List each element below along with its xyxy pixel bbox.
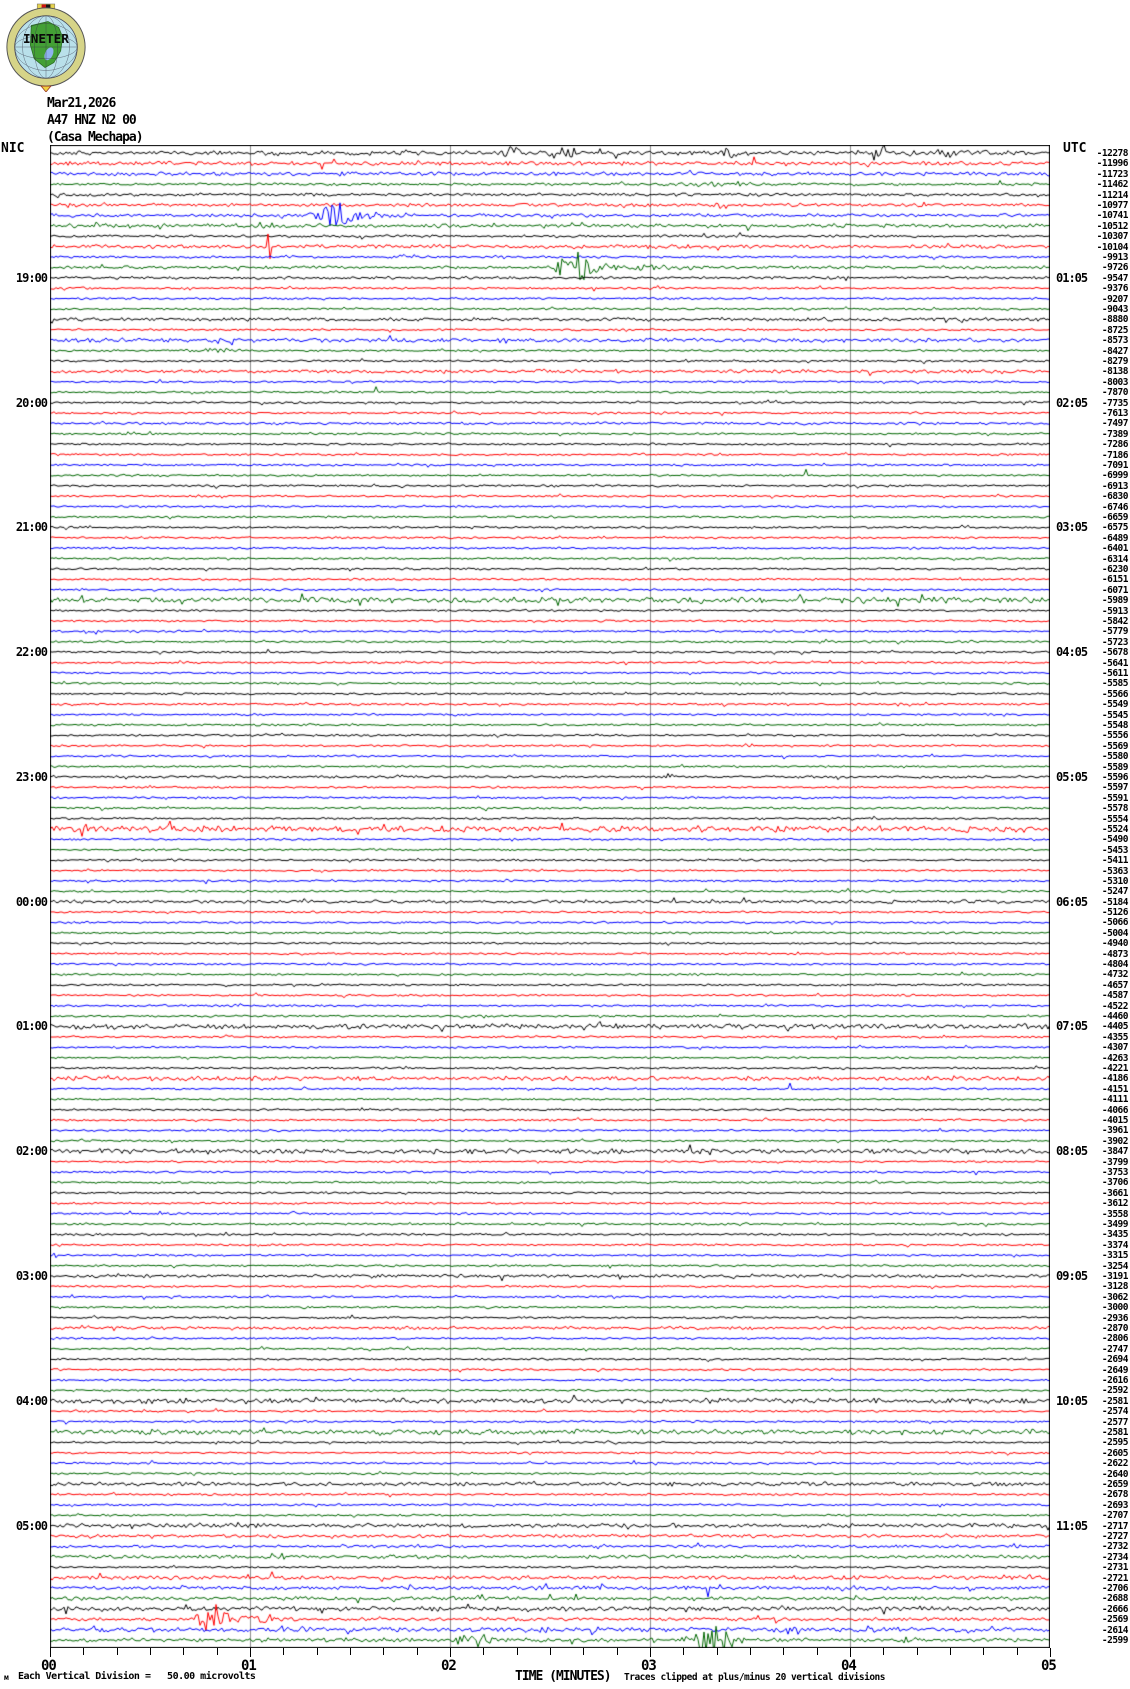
header-station-name: (Casa Mechapa): [47, 130, 143, 145]
trace-value-label: -5989: [1101, 595, 1128, 607]
x-axis-minor-tick: [683, 1648, 684, 1655]
right-hour-label: 04:05: [1056, 645, 1088, 660]
trace-value-label: -2678: [1101, 1489, 1128, 1501]
trace-value-label: -4657: [1101, 979, 1128, 991]
right-hour-label: 11:05: [1056, 1518, 1088, 1533]
trace-value-label: -2727: [1101, 1531, 1128, 1542]
trace-value-label: -9376: [1101, 283, 1128, 295]
right-hour-label: 07:05: [1056, 1019, 1088, 1034]
trace-value-label: -3315: [1101, 1250, 1128, 1262]
x-axis-minor-tick: [217, 1648, 218, 1655]
trace-value-label: -2694: [1101, 1354, 1128, 1366]
trace-value-label: -2731: [1101, 1562, 1128, 1574]
trace-value-label: -3558: [1101, 1208, 1128, 1220]
left-hour-label: 22:00: [15, 645, 47, 660]
trace-value-label: -10307: [1096, 231, 1128, 243]
trace-value-label: -3612: [1101, 1198, 1128, 1210]
x-axis-major-tick: [850, 1648, 851, 1657]
trace-value-label: -4186: [1101, 1073, 1128, 1085]
trace-value-label: -2707: [1101, 1510, 1128, 1522]
x-axis-minor-tick: [583, 1648, 584, 1655]
trace-value-label: -7735: [1101, 397, 1128, 409]
right-hour-label: 09:05: [1056, 1269, 1088, 1284]
trace-value-label: -6489: [1101, 532, 1128, 544]
trace-value-label: -11214: [1096, 189, 1128, 201]
right-hour-label: 02:05: [1056, 395, 1088, 410]
trace-value-label: -8003: [1101, 376, 1128, 388]
trace-value-label: -4066: [1101, 1104, 1128, 1116]
trace-value-label: -3254: [1101, 1260, 1128, 1272]
trace-value-label: -6746: [1101, 501, 1128, 513]
trace-value-label: -3847: [1101, 1146, 1128, 1158]
x-axis-major-tick: [250, 1648, 251, 1657]
trace-value-label: -2666: [1101, 1603, 1128, 1615]
trace-value-label: -5066: [1101, 917, 1128, 929]
trace-value-label: -2649: [1101, 1364, 1128, 1376]
trace-value-label: -9913: [1101, 251, 1128, 263]
x-axis-minor-tick: [617, 1648, 618, 1655]
right-hour-label: 05:05: [1056, 769, 1088, 784]
trace-value-label: -2870: [1101, 1323, 1128, 1335]
x-axis-minor-tick: [183, 1648, 184, 1655]
trace-value-label: -6830: [1101, 491, 1128, 503]
x-axis-minor-tick: [317, 1648, 318, 1655]
trace-value-label: -3000: [1101, 1302, 1128, 1314]
trace-value-label: -4522: [1101, 1000, 1128, 1012]
trace-value-label: -3661: [1101, 1187, 1128, 1199]
trace-value-label: -5611: [1101, 667, 1128, 679]
x-axis-minor-tick: [917, 1648, 918, 1655]
x-axis-label: 02: [441, 1658, 456, 1674]
trace-value-label: -3374: [1101, 1239, 1128, 1251]
trace-value-label: -11723: [1096, 168, 1128, 180]
x-axis-minor-tick: [383, 1648, 384, 1655]
trace-value-label: -4307: [1101, 1042, 1128, 1054]
trace-value-label: -5310: [1101, 875, 1128, 887]
left-hour-label: 01:00: [15, 1019, 47, 1034]
trace-value-label: -11462: [1096, 179, 1128, 191]
trace-value-label: -7091: [1101, 459, 1128, 471]
x-axis-minor-tick: [483, 1648, 484, 1655]
trace-value-label: -7497: [1101, 418, 1128, 430]
left-hour-label: 04:00: [15, 1393, 47, 1408]
right-axis-label: UTC: [1063, 141, 1087, 156]
trace-value-label: -5597: [1101, 782, 1128, 794]
x-axis-minor-tick: [117, 1648, 118, 1655]
trace-value-label: -2706: [1101, 1583, 1128, 1594]
trace-value-label: -10512: [1096, 220, 1128, 232]
trace-value-label: -3128: [1101, 1281, 1128, 1293]
trace-value-label: -4405: [1101, 1021, 1128, 1033]
right-hour-label: 08:05: [1056, 1144, 1088, 1159]
trace-value-label: -4587: [1101, 990, 1128, 1002]
trace-value-label: -3499: [1101, 1219, 1128, 1231]
trace-value-label: -2605: [1101, 1447, 1128, 1459]
trace-value-label: -3062: [1101, 1291, 1128, 1303]
trace-value-label: -2622: [1101, 1458, 1128, 1470]
trace-value-label: -3753: [1101, 1167, 1128, 1179]
trace-value-label: -7389: [1101, 428, 1128, 440]
trace-value-label: -5548: [1101, 719, 1128, 731]
trace-value-label: -7613: [1101, 407, 1128, 419]
trace-value-label: -5578: [1101, 803, 1128, 815]
trace-value-label: -6071: [1101, 584, 1128, 596]
left-hour-label: 03:00: [15, 1269, 47, 1284]
trace-value-label: -4015: [1101, 1115, 1128, 1127]
trace-value-label: -6999: [1101, 470, 1128, 482]
left-hour-label: 20:00: [15, 395, 47, 410]
x-axis-minor-tick: [517, 1648, 518, 1655]
x-axis-label: 01: [241, 1658, 256, 1674]
trace-value-label: -5556: [1101, 730, 1128, 742]
trace-value-label: -9726: [1101, 262, 1128, 274]
trace-value-label: -3435: [1101, 1229, 1128, 1241]
trace-value-label: -2614: [1101, 1624, 1128, 1636]
x-axis-minor-tick: [83, 1648, 84, 1655]
trace-value-label: -2581: [1101, 1395, 1128, 1407]
ineter-logo: [2, 2, 90, 92]
x-axis-label: 04: [841, 1658, 856, 1674]
trace-value-label: -5247: [1101, 886, 1128, 898]
trace-value-label: -6659: [1101, 511, 1128, 523]
trace-value-label: -2693: [1101, 1499, 1128, 1511]
right-hour-label: 06:05: [1056, 894, 1088, 909]
trace-value-label: -4460: [1101, 1011, 1128, 1023]
x-axis-minor-tick: [417, 1648, 418, 1655]
trace-value-label: -2592: [1101, 1385, 1128, 1397]
x-axis-minor-tick: [783, 1648, 784, 1655]
trace-value-label: -5363: [1101, 865, 1128, 877]
trace-value-label: -5589: [1101, 761, 1128, 773]
trace-value-label: -4355: [1101, 1031, 1128, 1043]
x-axis-minor-tick: [817, 1648, 818, 1655]
left-hour-label: 05:00: [15, 1518, 47, 1533]
trace-value-label: -10741: [1096, 210, 1128, 222]
trace-value-label: -6230: [1101, 563, 1128, 575]
trace-value-label: -4732: [1101, 969, 1128, 981]
trace-value-label: -7870: [1101, 387, 1128, 399]
left-hour-label: 19:00: [15, 270, 47, 285]
trace-value-label: -6575: [1101, 522, 1128, 534]
trace-value-label: -2581: [1101, 1427, 1128, 1439]
trace-value-label: -8279: [1101, 355, 1128, 367]
x-axis-label: 00: [41, 1658, 56, 1674]
trace-value-label: -5566: [1101, 688, 1128, 700]
helicorder-trace-plot: [50, 145, 1050, 1648]
x-axis-major-tick: [1050, 1648, 1051, 1657]
trace-value-label: -4221: [1101, 1063, 1128, 1075]
trace-value-label: -6151: [1101, 574, 1128, 586]
trace-value-label: -11996: [1096, 158, 1128, 170]
x-axis-minor-tick: [883, 1648, 884, 1655]
left-axis-label: NIC: [1, 141, 25, 156]
trace-value-label: -8138: [1101, 366, 1128, 378]
trace-value-label: -2734: [1101, 1551, 1128, 1563]
trace-value-label: -2806: [1101, 1333, 1128, 1345]
left-hour-label: 23:00: [15, 769, 47, 784]
trace-value-label: -5126: [1101, 907, 1128, 919]
footer-corner-glyph: м: [4, 1673, 9, 1682]
trace-value-label: -2936: [1101, 1312, 1128, 1324]
trace-value-label: -2595: [1101, 1437, 1128, 1449]
header-date: Mar21,2026: [47, 96, 116, 111]
footer-scale-note: Each Vertical Division = 50.00 microvolts: [18, 1671, 256, 1682]
x-axis-minor-tick: [750, 1648, 751, 1655]
trace-value-label: -4873: [1101, 948, 1128, 960]
trace-value-label: -7286: [1101, 439, 1128, 451]
trace-value-label: -4804: [1101, 959, 1128, 971]
trace-value-label: -5184: [1101, 896, 1128, 908]
x-axis-label: 05: [1041, 1658, 1056, 1674]
x-axis-minor-tick: [150, 1648, 151, 1655]
trace-value-label: -10104: [1096, 241, 1128, 253]
left-hour-label: 21:00: [15, 520, 47, 535]
trace-value-label: -5490: [1101, 834, 1128, 846]
trace-value-label: -5545: [1101, 709, 1128, 721]
x-axis-minor-tick: [983, 1648, 984, 1655]
trace-value-label: -2717: [1101, 1520, 1128, 1532]
trace-value-label: -3902: [1101, 1135, 1128, 1147]
trace-value-label: -2732: [1101, 1541, 1128, 1553]
trace-value-label: -3191: [1101, 1271, 1128, 1283]
right-hour-label: 03:05: [1056, 520, 1088, 535]
x-axis-major-tick: [650, 1648, 651, 1657]
trace-value-label: -2688: [1101, 1593, 1128, 1605]
trace-value-label: -2569: [1101, 1614, 1128, 1626]
x-axis-minor-tick: [717, 1648, 718, 1655]
trace-value-label: -3706: [1101, 1177, 1128, 1189]
x-axis-minor-tick: [550, 1648, 551, 1655]
trace-value-label: -2574: [1101, 1406, 1128, 1418]
trace-value-label: -5723: [1101, 636, 1128, 648]
trace-value-label: -6913: [1101, 480, 1128, 492]
trace-value-label: -6314: [1101, 553, 1128, 565]
trace-value-label: -5580: [1101, 751, 1128, 763]
trace-value-label: -2599: [1101, 1635, 1128, 1646]
trace-value-label: -6401: [1101, 543, 1128, 555]
logo-pointer: [41, 86, 51, 92]
trace-value-label: -8880: [1101, 314, 1128, 326]
x-axis-major-tick: [450, 1648, 451, 1657]
trace-value-label: -5678: [1101, 647, 1128, 659]
trace-value-label: -4111: [1101, 1094, 1128, 1106]
trace-value-label: -5411: [1101, 855, 1128, 867]
trace-value-label: -4263: [1101, 1052, 1128, 1064]
trace-value-label: -5585: [1101, 678, 1128, 690]
trace-value-label: -2616: [1101, 1375, 1128, 1387]
trace-value-label: -5641: [1101, 657, 1128, 669]
trace-value-label: -3961: [1101, 1125, 1128, 1137]
trace-value-label: -5779: [1101, 626, 1128, 638]
trace-value-label: -2577: [1101, 1416, 1128, 1428]
trace-value-label: -7186: [1101, 449, 1128, 461]
trace-value-label: -5569: [1101, 740, 1128, 752]
trace-value-label: -5596: [1101, 771, 1128, 783]
left-hour-label: 00:00: [15, 894, 47, 909]
x-axis-title: TIME (MINUTES): [515, 1669, 611, 1684]
trace-value-label: -5591: [1101, 792, 1128, 804]
x-axis-minor-tick: [283, 1648, 284, 1655]
left-hour-label: 02:00: [15, 1144, 47, 1159]
x-axis-minor-tick: [950, 1648, 951, 1655]
trace-value-label: -4940: [1101, 938, 1128, 950]
trace-value-label: -9207: [1101, 293, 1128, 305]
right-hour-label: 01:05: [1056, 270, 1088, 285]
trace-value-label: -9043: [1101, 303, 1128, 315]
trace-value-label: -8573: [1101, 335, 1128, 347]
trace-value-label: -2721: [1101, 1572, 1128, 1584]
trace-value-label: -5453: [1101, 844, 1128, 856]
x-axis-label: 03: [641, 1658, 656, 1674]
right-hour-label: 10:05: [1056, 1393, 1088, 1408]
trace-value-label: -5842: [1101, 615, 1128, 627]
trace-value-label: -5524: [1101, 823, 1128, 835]
x-axis-major-tick: [50, 1648, 51, 1657]
trace-value-label: -8725: [1101, 324, 1128, 336]
x-axis-minor-tick: [350, 1648, 351, 1655]
trace-value-label: -8427: [1101, 345, 1128, 357]
trace-value-label: -3799: [1101, 1156, 1128, 1168]
trace-value-label: -9547: [1101, 272, 1128, 284]
trace-value-label: -2747: [1101, 1343, 1128, 1355]
footer-clip-note: Traces clipped at plus/minus 20 vertical divisions: [624, 1672, 885, 1683]
logo-text: INETER: [23, 31, 69, 47]
trace-value-label: -5004: [1101, 927, 1128, 939]
trace-value-label: -5913: [1101, 605, 1128, 617]
trace-value-label: -4151: [1101, 1083, 1128, 1095]
trace-value-label: -10977: [1096, 199, 1128, 211]
trace-value-label: -5549: [1101, 699, 1128, 711]
x-axis-minor-tick: [1017, 1648, 1018, 1655]
trace-value-label: -5554: [1101, 813, 1128, 825]
header-station-code: A47 HNZ N2 00: [47, 113, 136, 128]
trace-value-label: -2659: [1101, 1479, 1128, 1491]
trace-value-label: -12278: [1096, 148, 1128, 159]
trace-value-label: -2640: [1101, 1468, 1128, 1480]
